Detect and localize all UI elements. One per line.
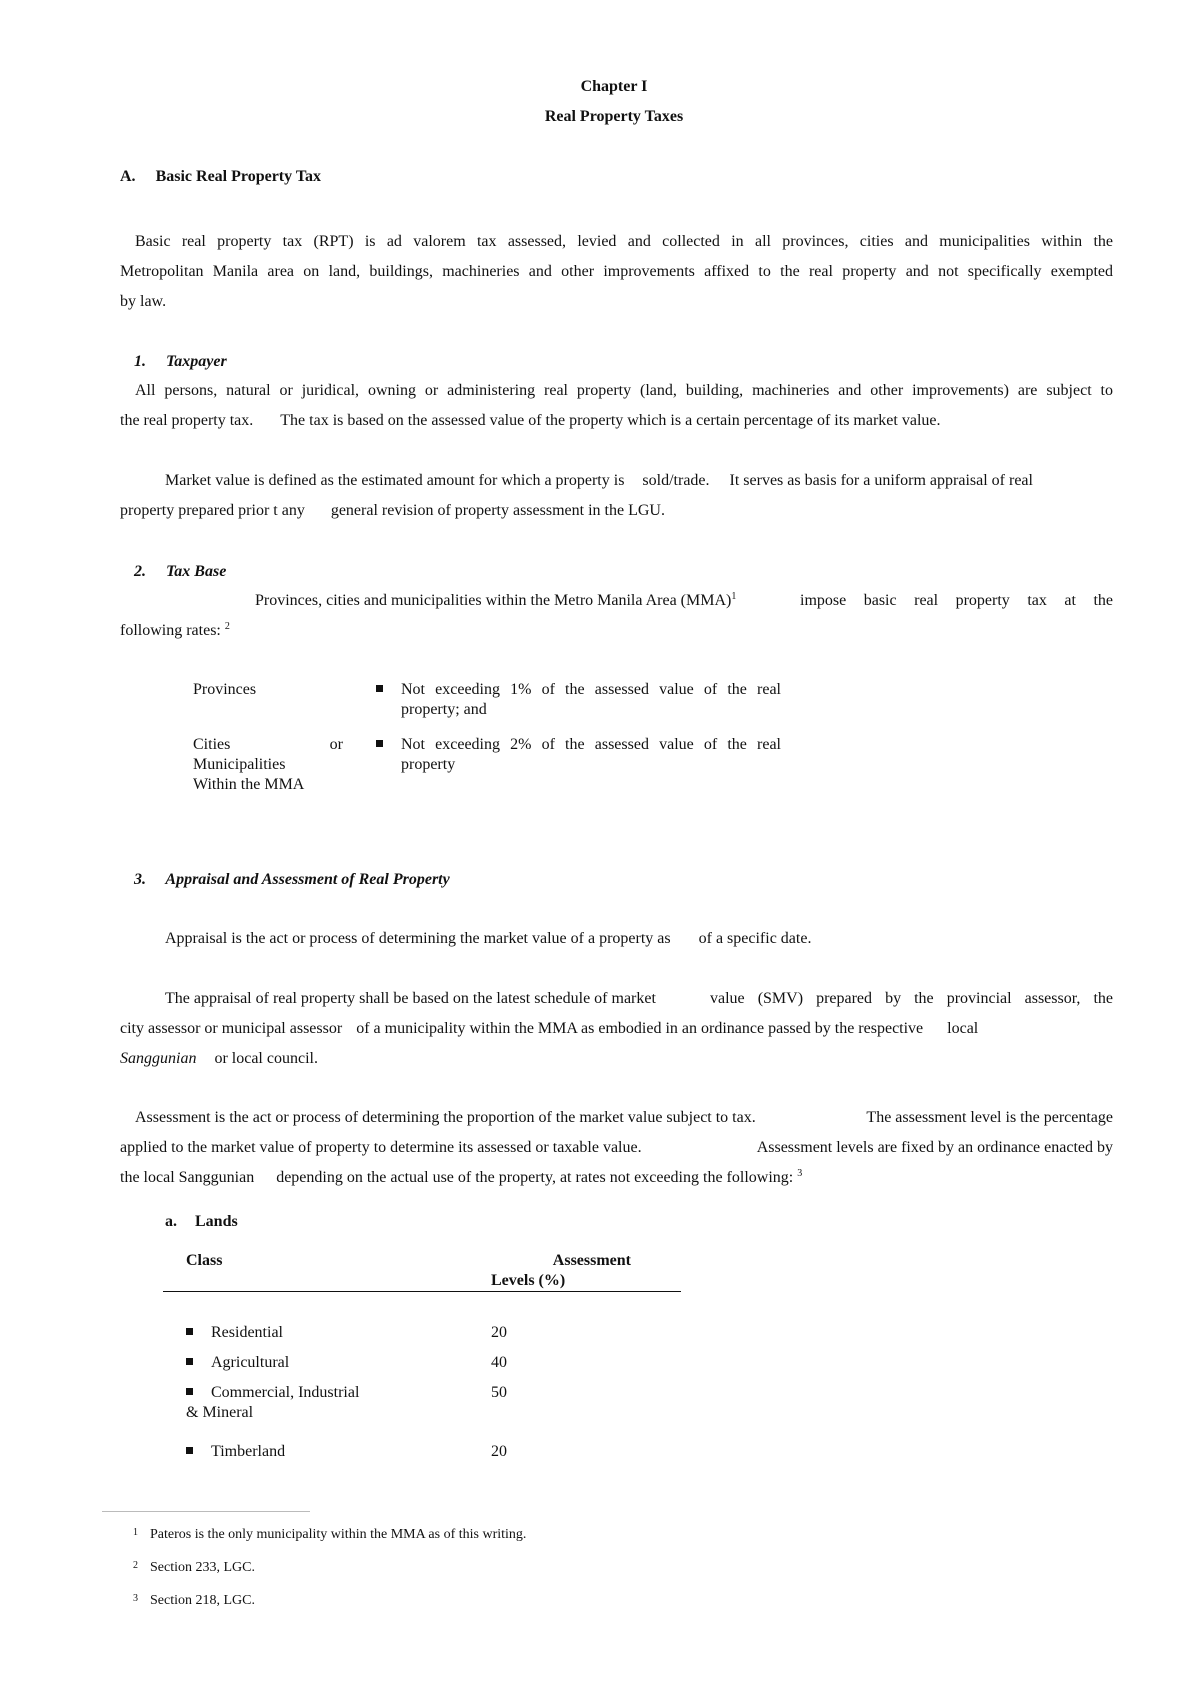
taxpayer-paragraph — [120, 376, 1113, 436]
taxpayer-num: 1. — [134, 353, 146, 370]
footnote-ref: 1 — [731, 591, 737, 602]
para-line — [120, 1133, 1113, 1163]
lands-col-class: Class — [186, 1252, 223, 1269]
para-text: value (SMV) prepared by the provincial assessor, the — [710, 990, 1113, 1007]
lands-col-level — [491, 1251, 631, 1291]
tax-base-line2 — [120, 616, 230, 646]
tax-base-line1 — [255, 586, 736, 616]
rate-label-or: or — [329, 736, 343, 753]
tax-base-heading — [134, 561, 226, 583]
para-text: city assessor or municipal assessor — [120, 1020, 343, 1037]
appraisal-p2 — [120, 984, 1113, 1074]
section-a-paragraph — [120, 227, 1113, 317]
appraisal-num: 3. — [134, 871, 146, 888]
para-line — [120, 1163, 1113, 1193]
para-text: the real property tax. — [120, 412, 254, 429]
para-text: The tax is based on the assessed value of the property which is a certain percentage of its market value. — [280, 412, 941, 429]
lands-row-class-cont: & Mineral — [186, 1404, 254, 1421]
para-line: Metropolitan Manila area on land, buildings, machineries and other improvements affixed to the real property and not specifically exempted — [120, 263, 1113, 280]
para-line — [120, 1014, 1113, 1044]
para-line: by law. — [120, 293, 167, 310]
section-a-title: Basic Real Property Tax — [155, 168, 322, 185]
tax-base-num: 2. — [134, 563, 146, 580]
lands-row-level: 50 — [491, 1384, 507, 1401]
para-text: general revision of property assessment in the LGU. — [330, 502, 665, 519]
chapter-label: Chapter I — [580, 78, 648, 95]
rate-label-line: Cities — [193, 736, 231, 753]
para-text: Appraisal is the act or process of determining the market value of a property as — [165, 930, 671, 947]
footnote-num: 2 — [133, 1560, 138, 1571]
lands-title: Lands — [195, 1213, 238, 1230]
bullet-icon — [376, 685, 383, 692]
lands-row-class: Timberland — [211, 1443, 286, 1460]
para-text: of a specific date. — [698, 930, 812, 947]
rate-label-line: Municipalities — [193, 756, 286, 773]
rate-desc-cities-text — [401, 735, 781, 775]
rate-label-cities — [193, 735, 343, 795]
para-text: of a municipality within the MMA as embodied in an ordinance passed by the respective — [356, 1020, 924, 1037]
para-line: Basic real property tax (RPT) is ad valorem tax assessed, levied and collected in all provinces, cities and municipalities within the — [135, 233, 1113, 250]
rate-desc-line: Not exceeding 1% of the assessed value of the real — [401, 681, 781, 698]
footnote-ref: 3 — [797, 1168, 803, 1179]
para-text: applied to the market value of property to determine its assessed or taxable value. — [120, 1139, 642, 1156]
rate-desc-line: property; and — [401, 701, 487, 718]
footnote-rule — [102, 1511, 310, 1512]
para-line — [120, 496, 1113, 526]
footnote-ref: 2 — [224, 621, 230, 632]
lands-row-level: 20 — [491, 1324, 507, 1341]
para-text: Market value is defined as the estimated amount for which a property is — [165, 472, 625, 489]
lands-row — [186, 1442, 285, 1462]
lands-col-level-line: Assessment — [552, 1252, 631, 1269]
bullet-icon — [376, 740, 383, 747]
market-value-paragraph — [120, 466, 1113, 526]
lands-row — [186, 1383, 359, 1403]
para-line — [120, 1044, 1113, 1074]
para-text: Assessment levels are fixed by an ordinance enacted by — [756, 1139, 1113, 1156]
taxpayer-heading — [134, 351, 227, 373]
para-text: following rates: — [120, 622, 221, 639]
footnote-num: 3 — [133, 1593, 138, 1604]
lands-row-level: 40 — [491, 1354, 507, 1371]
appraisal-p1 — [165, 924, 811, 954]
footnote — [133, 1558, 255, 1578]
footnote — [133, 1591, 255, 1611]
tax-base-title: Tax Base — [166, 563, 227, 580]
bullet-icon — [186, 1388, 193, 1395]
bullet-icon — [186, 1358, 193, 1365]
footnote-text: Pateros is the only municipality within the MMA as of this writing. — [150, 1527, 527, 1542]
section-a-label: A. — [120, 168, 136, 185]
para-line — [120, 466, 1113, 496]
chapter-title: Real Property Taxes — [544, 108, 684, 125]
footnote-num: 1 — [133, 1527, 138, 1538]
lands-row-level: 20 — [491, 1443, 507, 1460]
para-text: Sanggunian — [120, 1050, 197, 1067]
para-line — [120, 984, 1113, 1014]
rate-desc-cities — [376, 735, 401, 755]
rate-desc-line: property — [401, 756, 456, 773]
lands-heading — [165, 1211, 238, 1233]
tax-base-line1-tail: impose basic real property tax at the — [800, 592, 1113, 609]
para-text: or local council. — [214, 1050, 318, 1067]
footnote-text: Section 218, LGC. — [150, 1593, 255, 1608]
taxpayer-title: Taxpayer — [166, 353, 227, 370]
rate-desc-line: Not exceeding 2% of the assessed value of the real — [401, 736, 781, 753]
lands-col-level-line: Levels (%) — [491, 1272, 566, 1289]
para-text: It serves as basis for a uniform appraisal of real — [729, 472, 1033, 489]
lands-row-class: Agricultural — [211, 1354, 290, 1371]
appraisal-heading — [134, 869, 450, 891]
lands-row-class: Residential — [211, 1324, 283, 1341]
footnote — [133, 1525, 526, 1545]
para-text: sold/trade. — [642, 472, 710, 489]
lands-label: a. — [165, 1213, 177, 1230]
para-text: depending on the actual use of the property, at rates not exceeding the following: — [276, 1169, 794, 1186]
para-text: property prepared prior t any — [120, 502, 305, 519]
para-line — [120, 406, 1113, 436]
para-text: local — [947, 1020, 979, 1037]
para-text: the local Sanggunian — [120, 1169, 255, 1186]
para-text: The appraisal of real property shall be based on the latest schedule of market — [165, 990, 656, 1007]
para-line: All persons, natural or juridical, owning or administering real property (land, building, machineries and other improvements) are subject to — [135, 382, 1113, 399]
rate-desc-provinces-text — [401, 680, 781, 720]
lands-header-rule — [163, 1291, 681, 1292]
bullet-icon — [186, 1328, 193, 1335]
para-text: The assessment level is the percentage — [866, 1109, 1113, 1126]
rate-label-line: Within the MMA — [193, 776, 305, 793]
section-a-heading — [120, 166, 321, 188]
appraisal-p3 — [120, 1103, 1113, 1193]
para-text: Provinces, cities and municipalities within the Metro Manila Area (MMA) — [255, 592, 732, 609]
para-text: Assessment is the act or process of determining the proportion of the market value subject to tax. — [135, 1109, 756, 1126]
lands-row — [186, 1353, 289, 1373]
footnote-text: Section 233, LGC. — [150, 1560, 255, 1575]
appraisal-title: Appraisal and Assessment of Real Property — [165, 871, 450, 888]
lands-row — [186, 1323, 283, 1343]
lands-row-class: Commercial, Industrial — [211, 1384, 360, 1401]
rate-label-provinces: Provinces — [193, 681, 257, 698]
para-line — [120, 1103, 1113, 1133]
bullet-icon — [186, 1447, 193, 1454]
rate-desc-provinces — [376, 680, 401, 700]
